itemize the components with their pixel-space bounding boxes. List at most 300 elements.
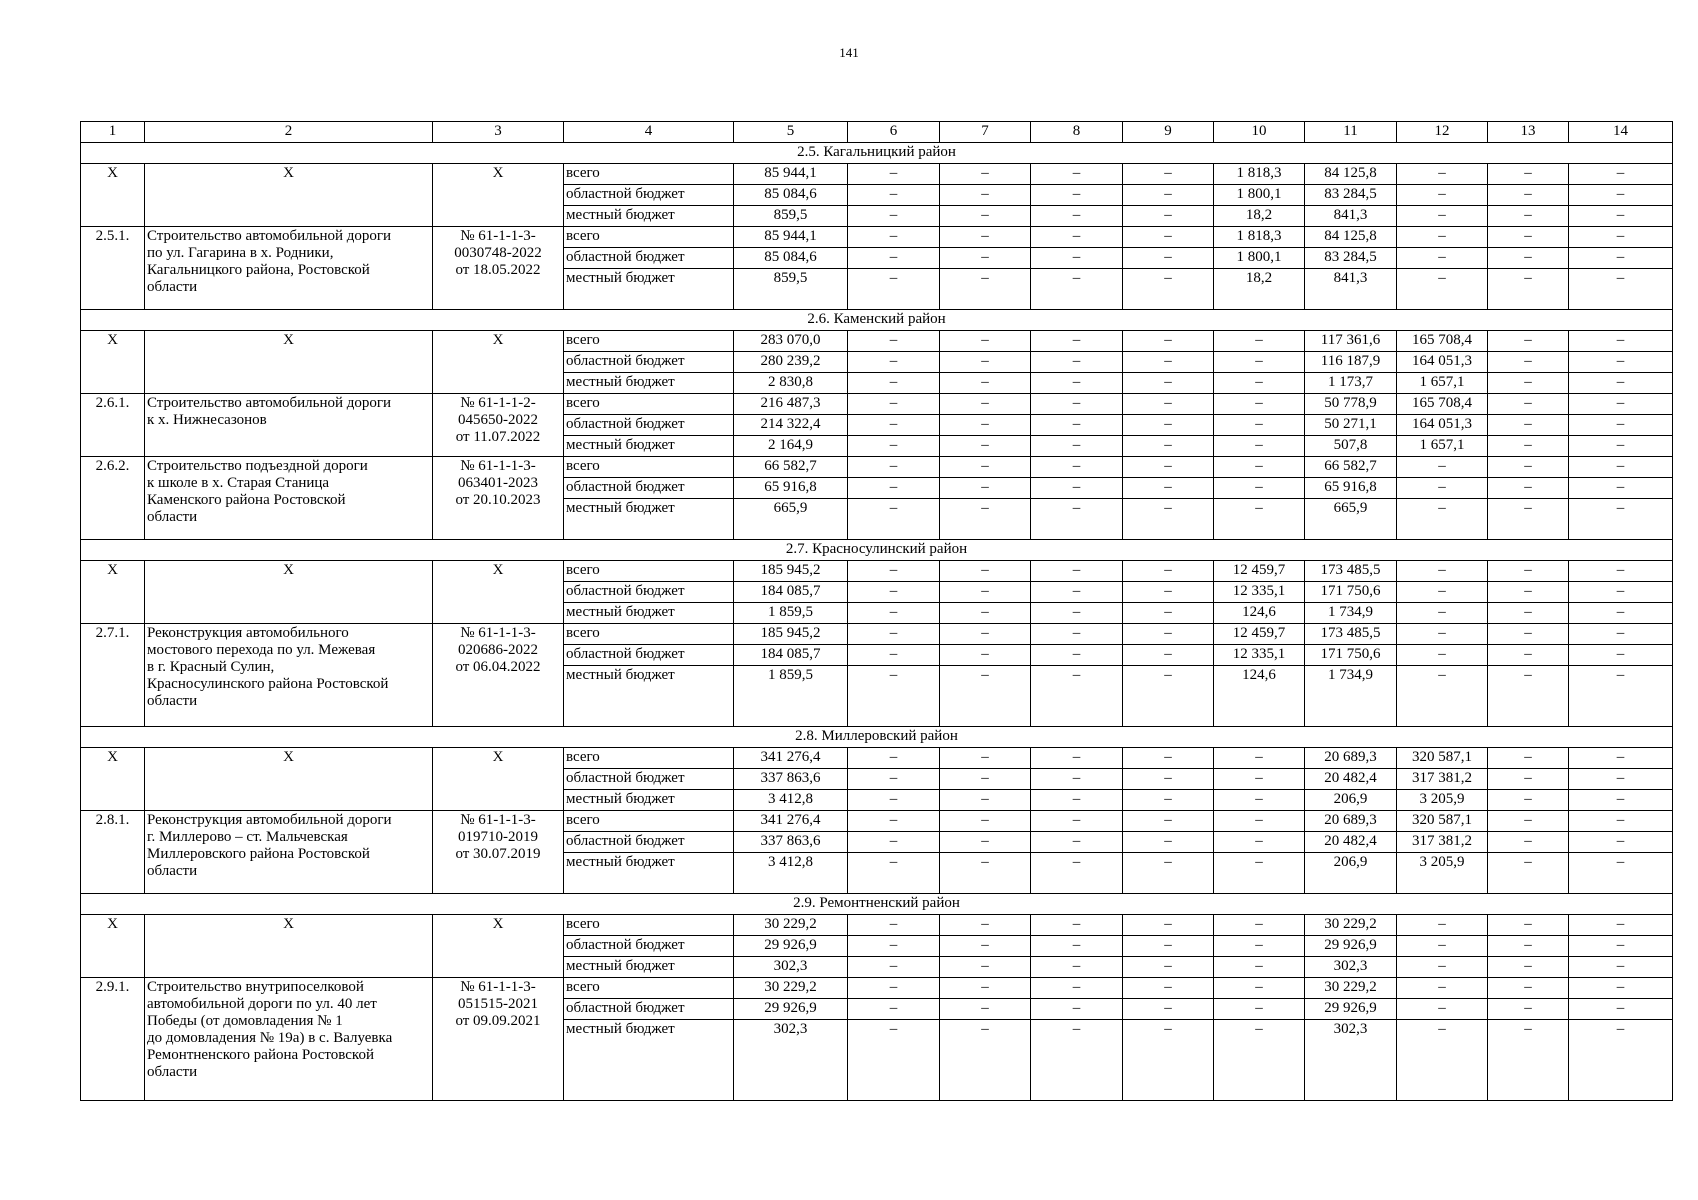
cell-line: по ул. Гагарина в х. Родники,: [147, 245, 334, 261]
amount-cell: –: [1123, 748, 1214, 769]
amount-cell: 2 164,9: [734, 436, 848, 457]
amount-cell: 341 276,4: [734, 811, 848, 832]
amount-cell: –: [848, 915, 940, 936]
column-header: 2: [145, 122, 433, 143]
amount-cell: –: [848, 645, 940, 666]
amount-cell: 164 051,3: [1397, 352, 1488, 373]
amount-cell: 124,6: [1214, 603, 1305, 624]
amount-cell: 206,9: [1305, 790, 1397, 811]
amount-cell: –: [1123, 853, 1214, 894]
amount-cell: –: [1123, 790, 1214, 811]
amount-cell: –: [1031, 248, 1123, 269]
amount-cell: –: [1488, 582, 1569, 603]
amount-cell: –: [1488, 999, 1569, 1020]
amount-cell: –: [1569, 582, 1673, 603]
amount-cell: –: [848, 1020, 940, 1101]
amount-cell: –: [848, 561, 940, 582]
amount-cell: 1 657,1: [1397, 373, 1488, 394]
cell-line: области: [147, 509, 198, 525]
object-name: [145, 394, 433, 457]
amount-cell: –: [1031, 790, 1123, 811]
cell-line: автомобильной дороги по ул. 40 лет: [147, 996, 377, 1012]
amount-cell: –: [1031, 269, 1123, 310]
cell-line: X: [492, 165, 504, 181]
amount-cell: –: [1488, 603, 1569, 624]
amount-cell: –: [1123, 352, 1214, 373]
amount-cell: 30 229,2: [734, 978, 848, 999]
amount-cell: –: [1569, 957, 1673, 978]
cell-line: X: [283, 165, 294, 181]
amount-cell: –: [848, 227, 940, 248]
amount-cell: 1 657,1: [1397, 436, 1488, 457]
amount-cell: 171 750,6: [1305, 645, 1397, 666]
table-row: [81, 331, 1673, 352]
amount-cell: –: [1123, 185, 1214, 206]
amount-cell: 65 916,8: [1305, 478, 1397, 499]
amount-cell: –: [940, 853, 1031, 894]
amount-cell: –: [1123, 561, 1214, 582]
amount-cell: –: [1031, 978, 1123, 999]
amount-cell: 66 582,7: [1305, 457, 1397, 478]
table-row: [81, 227, 1673, 248]
amount-cell: –: [1569, 811, 1673, 832]
cell-line: № 61-1-1-3-: [460, 812, 536, 828]
amount-cell: –: [1569, 853, 1673, 894]
amount-cell: –: [1123, 164, 1214, 185]
object-name: [145, 624, 433, 727]
cell-line: к школе в х. Старая Станица: [147, 475, 330, 491]
funding-source: всего: [564, 624, 734, 645]
amount-cell: –: [940, 436, 1031, 457]
amount-cell: –: [1123, 331, 1214, 352]
amount-cell: 1 800,1: [1214, 185, 1305, 206]
amount-cell: 184 085,7: [734, 645, 848, 666]
amount-cell: –: [1397, 457, 1488, 478]
amount-cell: –: [1397, 248, 1488, 269]
funding-source: всего: [564, 561, 734, 582]
amount-cell: –: [1031, 957, 1123, 978]
amount-cell: –: [940, 645, 1031, 666]
amount-cell: –: [1031, 415, 1123, 436]
funding-source: всего: [564, 394, 734, 415]
amount-cell: 302,3: [734, 957, 848, 978]
amount-cell: 29 926,9: [1305, 999, 1397, 1020]
amount-cell: –: [1123, 978, 1214, 999]
cell-line: в г. Красный Сулин,: [147, 659, 275, 675]
funding-source: местный бюджет: [564, 603, 734, 624]
amount-cell: –: [1123, 478, 1214, 499]
amount-cell: 185 945,2: [734, 624, 848, 645]
amount-cell: –: [1031, 499, 1123, 540]
funding-source: всего: [564, 748, 734, 769]
amount-cell: 1 818,3: [1214, 227, 1305, 248]
cell-line: Строительство автомобильной дороги: [147, 395, 392, 411]
amount-cell: 859,5: [734, 269, 848, 310]
amount-cell: 173 485,5: [1305, 561, 1397, 582]
amount-cell: –: [848, 352, 940, 373]
amount-cell: –: [1031, 394, 1123, 415]
amount-cell: –: [1397, 499, 1488, 540]
amount-cell: –: [1123, 269, 1214, 310]
amount-cell: –: [1397, 269, 1488, 310]
object-name: [145, 915, 433, 978]
cell-line: № 61-1-1-3-: [460, 625, 536, 641]
funding-source: местный бюджет: [564, 853, 734, 894]
amount-cell: –: [848, 248, 940, 269]
amount-cell: 280 239,2: [734, 352, 848, 373]
amount-cell: –: [1488, 394, 1569, 415]
amount-cell: –: [1031, 999, 1123, 1020]
cell-line: № 61-1-1-2-: [460, 395, 536, 411]
object-name: [145, 227, 433, 310]
amount-cell: –: [848, 748, 940, 769]
amount-cell: –: [1569, 978, 1673, 999]
amount-cell: 1 859,5: [734, 603, 848, 624]
amount-cell: 83 284,5: [1305, 185, 1397, 206]
amount-cell: –: [1488, 561, 1569, 582]
cell-line: 063401-2023: [458, 475, 538, 491]
amount-cell: –: [1569, 748, 1673, 769]
amount-cell: –: [1397, 185, 1488, 206]
amount-cell: –: [940, 561, 1031, 582]
funding-source: всего: [564, 331, 734, 352]
amount-cell: 841,3: [1305, 206, 1397, 227]
amount-cell: 83 284,5: [1305, 248, 1397, 269]
amount-cell: 1 859,5: [734, 666, 848, 727]
section-header-row: [81, 540, 1673, 561]
amount-cell: –: [940, 999, 1031, 1020]
item-number: X: [81, 915, 145, 978]
amount-cell: 214 322,4: [734, 415, 848, 436]
amount-cell: –: [1488, 185, 1569, 206]
amount-cell: 507,8: [1305, 436, 1397, 457]
funding-source: областной бюджет: [564, 185, 734, 206]
amount-cell: 165 708,4: [1397, 331, 1488, 352]
cell-line: X: [283, 332, 294, 348]
amount-cell: –: [1397, 957, 1488, 978]
amount-cell: 317 381,2: [1397, 832, 1488, 853]
amount-cell: –: [1031, 478, 1123, 499]
amount-cell: –: [940, 478, 1031, 499]
document-reference: [433, 811, 564, 894]
amount-cell: –: [1123, 915, 1214, 936]
amount-cell: –: [1569, 915, 1673, 936]
item-number: 2.7.1.: [81, 624, 145, 727]
amount-cell: –: [940, 415, 1031, 436]
amount-cell: 116 187,9: [1305, 352, 1397, 373]
cell-line: Строительство внутрипоселковой: [147, 979, 364, 995]
cell-line: от 18.05.2022: [455, 262, 541, 278]
amount-cell: 1 173,7: [1305, 373, 1397, 394]
table-body: [81, 122, 1673, 1101]
cell-line: г. Миллерово – ст. Мальчевская: [147, 829, 348, 845]
cell-line: Красносулинского района Ростовской: [147, 676, 389, 692]
amount-cell: 665,9: [1305, 499, 1397, 540]
funding-source: областной бюджет: [564, 352, 734, 373]
amount-cell: –: [1031, 1020, 1123, 1101]
amount-cell: –: [1569, 185, 1673, 206]
amount-cell: 29 926,9: [734, 936, 848, 957]
amount-cell: –: [1488, 811, 1569, 832]
amount-cell: –: [1031, 561, 1123, 582]
amount-cell: –: [1031, 748, 1123, 769]
cell-line: X: [492, 332, 504, 348]
amount-cell: 3 205,9: [1397, 790, 1488, 811]
amount-cell: 171 750,6: [1305, 582, 1397, 603]
amount-cell: 320 587,1: [1397, 748, 1488, 769]
amount-cell: 124,6: [1214, 666, 1305, 727]
section-title: 2.7. Красносулинский район: [81, 540, 1673, 561]
amount-cell: –: [1123, 999, 1214, 1020]
amount-cell: –: [940, 499, 1031, 540]
amount-cell: –: [1214, 748, 1305, 769]
amount-cell: –: [848, 978, 940, 999]
cell-line: № 61-1-1-3-: [460, 228, 536, 244]
amount-cell: –: [1488, 978, 1569, 999]
amount-cell: –: [1214, 415, 1305, 436]
amount-cell: 337 863,6: [734, 769, 848, 790]
amount-cell: –: [1031, 457, 1123, 478]
amount-cell: 12 335,1: [1214, 645, 1305, 666]
cell-line: Строительство подъездной дороги: [147, 458, 368, 474]
amount-cell: 30 229,2: [734, 915, 848, 936]
amount-cell: –: [1569, 331, 1673, 352]
amount-cell: –: [848, 436, 940, 457]
amount-cell: 665,9: [734, 499, 848, 540]
amount-cell: –: [1488, 206, 1569, 227]
amount-cell: –: [1397, 164, 1488, 185]
document-reference: [433, 394, 564, 457]
amount-cell: –: [940, 624, 1031, 645]
amount-cell: –: [1123, 1020, 1214, 1101]
amount-cell: –: [848, 811, 940, 832]
amount-cell: –: [1488, 832, 1569, 853]
funding-source: областной бюджет: [564, 582, 734, 603]
section-header-row: [81, 894, 1673, 915]
amount-cell: –: [848, 666, 940, 727]
amount-cell: –: [940, 269, 1031, 310]
amount-cell: 18,2: [1214, 206, 1305, 227]
amount-cell: –: [940, 666, 1031, 727]
cell-line: Реконструкция автомобильной дороги: [147, 812, 392, 828]
item-number: 2.8.1.: [81, 811, 145, 894]
amount-cell: –: [940, 352, 1031, 373]
amount-cell: –: [940, 978, 1031, 999]
amount-cell: –: [1397, 624, 1488, 645]
amount-cell: –: [1569, 936, 1673, 957]
amount-cell: –: [1214, 936, 1305, 957]
amount-cell: 20 689,3: [1305, 748, 1397, 769]
amount-cell: –: [1031, 582, 1123, 603]
funding-source: всего: [564, 978, 734, 999]
amount-cell: 29 926,9: [734, 999, 848, 1020]
amount-cell: –: [1488, 499, 1569, 540]
amount-cell: 283 070,0: [734, 331, 848, 352]
section-title: 2.5. Кагальницкий район: [81, 143, 1673, 164]
funding-source: областной бюджет: [564, 832, 734, 853]
amount-cell: –: [848, 499, 940, 540]
cell-line: Победы (от домовладения № 1: [147, 1013, 343, 1029]
amount-cell: –: [1488, 227, 1569, 248]
amount-cell: –: [1214, 499, 1305, 540]
table-row: [81, 394, 1673, 415]
cell-line: Каменского района Ростовской: [147, 492, 346, 508]
document-reference: [433, 915, 564, 978]
amount-cell: –: [1488, 915, 1569, 936]
amount-cell: –: [848, 582, 940, 603]
amount-cell: –: [1214, 1020, 1305, 1101]
amount-cell: –: [1031, 624, 1123, 645]
amount-cell: 216 487,3: [734, 394, 848, 415]
funding-source: всего: [564, 915, 734, 936]
amount-cell: –: [1569, 666, 1673, 727]
cell-line: № 61-1-1-3-: [460, 979, 536, 995]
cell-line: от 09.09.2021: [455, 1013, 541, 1029]
amount-cell: –: [1031, 373, 1123, 394]
amount-cell: –: [1123, 582, 1214, 603]
amount-cell: –: [1123, 394, 1214, 415]
amount-cell: 50 778,9: [1305, 394, 1397, 415]
item-number: X: [81, 164, 145, 227]
funding-source: местный бюджет: [564, 206, 734, 227]
amount-cell: –: [1397, 978, 1488, 999]
amount-cell: –: [1397, 666, 1488, 727]
amount-cell: –: [1488, 457, 1569, 478]
amount-cell: –: [1123, 603, 1214, 624]
amount-cell: –: [1397, 561, 1488, 582]
amount-cell: 65 916,8: [734, 478, 848, 499]
column-header: 6: [848, 122, 940, 143]
amount-cell: –: [848, 603, 940, 624]
amount-cell: 2 830,8: [734, 373, 848, 394]
amount-cell: –: [940, 457, 1031, 478]
amount-cell: –: [1488, 769, 1569, 790]
cell-line: Реконструкция автомобильного: [147, 625, 349, 641]
amount-cell: –: [940, 936, 1031, 957]
table-row: [81, 748, 1673, 769]
amount-cell: –: [940, 1020, 1031, 1101]
amount-cell: –: [1214, 394, 1305, 415]
amount-cell: –: [1214, 999, 1305, 1020]
amount-cell: –: [848, 853, 940, 894]
amount-cell: 29 926,9: [1305, 936, 1397, 957]
amount-cell: –: [1569, 645, 1673, 666]
amount-cell: –: [940, 582, 1031, 603]
amount-cell: –: [1569, 624, 1673, 645]
document-reference: [433, 978, 564, 1101]
amount-cell: –: [1488, 936, 1569, 957]
amount-cell: –: [1123, 957, 1214, 978]
amount-cell: –: [1397, 936, 1488, 957]
column-header: 14: [1569, 122, 1673, 143]
amount-cell: –: [940, 373, 1031, 394]
amount-cell: 12 459,7: [1214, 561, 1305, 582]
amount-cell: –: [1569, 269, 1673, 310]
amount-cell: –: [1397, 1020, 1488, 1101]
amount-cell: –: [1031, 811, 1123, 832]
amount-cell: –: [1397, 478, 1488, 499]
amount-cell: –: [1031, 227, 1123, 248]
cell-line: Строительство автомобильной дороги: [147, 228, 392, 244]
amount-cell: 1 800,1: [1214, 248, 1305, 269]
object-name: [145, 331, 433, 394]
cell-line: области: [147, 1064, 198, 1080]
cell-line: X: [492, 562, 504, 578]
amount-cell: –: [1488, 957, 1569, 978]
amount-cell: –: [940, 206, 1031, 227]
amount-cell: –: [848, 185, 940, 206]
amount-cell: –: [1123, 499, 1214, 540]
amount-cell: –: [940, 748, 1031, 769]
amount-cell: –: [1214, 331, 1305, 352]
amount-cell: –: [848, 415, 940, 436]
object-name: [145, 811, 433, 894]
amount-cell: 50 271,1: [1305, 415, 1397, 436]
cell-line: от 20.10.2023: [455, 492, 541, 508]
amount-cell: 206,9: [1305, 853, 1397, 894]
cell-line: Кагальницкого района, Ростовской: [147, 262, 370, 278]
amount-cell: –: [1031, 352, 1123, 373]
amount-cell: –: [1488, 331, 1569, 352]
amount-cell: –: [848, 373, 940, 394]
cell-line: Миллеровского района Ростовской: [147, 846, 370, 862]
amount-cell: –: [1031, 206, 1123, 227]
item-number: 2.9.1.: [81, 978, 145, 1101]
table-row: [81, 978, 1673, 999]
amount-cell: 117 361,6: [1305, 331, 1397, 352]
section-title: 2.8. Миллеровский район: [81, 727, 1673, 748]
amount-cell: –: [1214, 436, 1305, 457]
amount-cell: –: [1214, 790, 1305, 811]
cell-line: 019710-2019: [458, 829, 538, 845]
amount-cell: 320 587,1: [1397, 811, 1488, 832]
amount-cell: –: [1488, 748, 1569, 769]
amount-cell: –: [1488, 666, 1569, 727]
amount-cell: –: [1031, 436, 1123, 457]
object-name: [145, 164, 433, 227]
cell-line: области: [147, 693, 198, 709]
table-row: [81, 164, 1673, 185]
amount-cell: –: [1031, 603, 1123, 624]
amount-cell: –: [1214, 457, 1305, 478]
funding-source: местный бюджет: [564, 1020, 734, 1101]
column-header: 10: [1214, 122, 1305, 143]
amount-cell: –: [1123, 457, 1214, 478]
table-row: [81, 457, 1673, 478]
document-reference: [433, 227, 564, 310]
document-reference: [433, 164, 564, 227]
amount-cell: –: [1031, 164, 1123, 185]
funding-source: местный бюджет: [564, 269, 734, 310]
amount-cell: –: [1569, 832, 1673, 853]
amount-cell: –: [1123, 436, 1214, 457]
amount-cell: –: [1123, 415, 1214, 436]
amount-cell: 302,3: [1305, 957, 1397, 978]
funding-source: местный бюджет: [564, 666, 734, 727]
amount-cell: –: [940, 394, 1031, 415]
column-header: 3: [433, 122, 564, 143]
column-header: 9: [1123, 122, 1214, 143]
section-header-row: [81, 310, 1673, 331]
funding-source: всего: [564, 457, 734, 478]
amount-cell: –: [1488, 164, 1569, 185]
funding-source: областной бюджет: [564, 645, 734, 666]
table-row: [81, 624, 1673, 645]
column-header: 13: [1488, 122, 1569, 143]
amount-cell: –: [1397, 645, 1488, 666]
amount-cell: –: [1569, 227, 1673, 248]
amount-cell: –: [940, 227, 1031, 248]
